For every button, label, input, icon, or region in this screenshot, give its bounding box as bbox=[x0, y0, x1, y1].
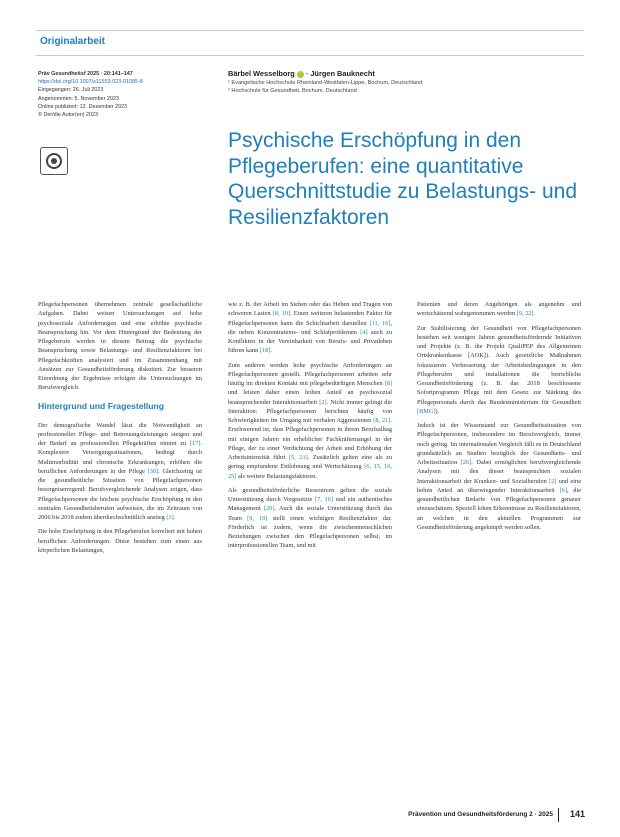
citation-link[interactable]: [6] bbox=[559, 486, 567, 494]
section-heading: Hintergrund und Fragestellung bbox=[38, 400, 165, 411]
text-column-1 bbox=[38, 300, 202, 560]
body-paragraph: Jedoch ist der Wissenstand zur Gesundheitssituation von Pflegefachpersonen, insbesondere im Berufsvergleich, immer noch gering. Im internationalen Vergleich fällt es in Deutschland grundsätzlich an Studien bezüglich der Gesundheits- und Arbeitssituation [26]. Dabei ermöglichen berufsvergleichende Analysen mit den dieser beanspruchten sozialen Interaktionsarbeit der Kranken- und Sozialberufen [2] und eine hohen Anteil an überwiegender Interaktionsarbeit [6], die gesundheitlichen Bedarfe von Pflegefachpersonen genauer einzuschätzen. Speziell lohen Erkenntnisse zu Resilienzfaktoren, an welchen in den aktuellen Programmen zur Gesundheitsförderung angeknüpft werden sollen. bbox=[417, 422, 581, 531]
article-type-label: Originalarbeit bbox=[40, 36, 106, 47]
doi-link[interactable]: https://doi.org/10.1007/s11553-023-01085-8 bbox=[38, 79, 143, 86]
citation-link[interactable]: [18] bbox=[259, 347, 271, 355]
citation-link[interactable]: [17] bbox=[189, 440, 201, 447]
body-paragraph: wie z. B. der Arbeit im Stehen oder das Heben und Tragen von schweren Lasten [8, 10]. Einen weiteren belastenden Faktor für Pflegefachpersonen kann die Schichtarbeit darstellen [11, 16], die neben Konzentrations- und Schlafproblemen [4] auch zu Konflikten in der Vereinbarkeit von Berufs- und Privatleben führen kann [18]. bbox=[228, 301, 393, 355]
body-paragraph: Zur Stabilisierung der Gesundheit von Pflegefachpersonen bestehen seit wenigen Jahren gesundheitsfördernde Initiativen und Projekte (z. B. die Projekt QualiPEP des Allgemeinen Ortskrankenkasse [AOK]). Auch gesetzliche Maßnahmen fokussieren Verbesserung der Arbeitsbedingungen in den Pflegeberufen und installationen die betriebliche Gesundheitsförderung (z. B. das 2018 beschlossene Sofortprogramm Pflege mit dem Gesetz zur Stärkung des Pflegepersonals durch das Bundesministerium für Gesundheit [BMG]). bbox=[417, 324, 581, 415]
page-number: 141 bbox=[569, 809, 585, 819]
article-title: Psychische Erschöpfung in den Pflegeberufen: eine quantitative Querschnittstudie zu Belastungs- und Resilienzfaktoren bbox=[228, 129, 578, 229]
abstract-paragraph: Pflegefachpersonen übernehmen zentrale gesellschaftliche Aufgaben. Dabei weisen Untersuchungen auf hohe psychosoziale Anforderungen und eine erhöhte psychische Beanspruchung hin. Vor dem Hintergrund der Bedeutung der Pflegeberufe werden in diesem Beitrag die psychische Beanspruchung sowie Belastungs- und Resilienzfaktoren bei Pflegefachkräften analysiert und im Zusammenhang mit Ansätzen zur Gesundheitsförderung diskutiert. Zur besseren Einordnung der Ergebnisse erfolgen die Untersuchungen im Berufsvergleich. bbox=[38, 301, 202, 392]
citation-link[interactable]: [5, 21] bbox=[288, 454, 308, 461]
citation-link[interactable]: [4] bbox=[360, 328, 368, 336]
citation-link[interactable]: [6, 15, 16, 25] bbox=[228, 463, 392, 480]
citation-link[interactable]: [26] bbox=[460, 459, 472, 466]
journal-citation: Präv Gesundheitsf 2025 · 20:141–147 bbox=[38, 71, 133, 77]
article-type-bar bbox=[36, 30, 584, 56]
accepted-date: Angenommen: 5. November 2023 bbox=[38, 95, 119, 102]
citation-link[interactable]: [2] bbox=[549, 477, 557, 485]
citation-link[interactable]: [8] bbox=[384, 380, 392, 387]
citation-link[interactable]: [8, 10] bbox=[272, 310, 291, 318]
citation-link[interactable]: [9, 22] bbox=[516, 310, 534, 318]
footer-journal: Prävention und Gesundheitsförderung 2 · 2025 bbox=[408, 811, 553, 818]
body-paragraph: Patienten und deren Angehörigen als angenehm und wertschätzend wahrgenommen werden [9, 22]. bbox=[417, 301, 581, 318]
citation-link[interactable]: [30] bbox=[147, 467, 159, 475]
text-column-2 bbox=[228, 300, 392, 556]
author-names bbox=[228, 69, 578, 79]
text-column-3 bbox=[417, 300, 581, 537]
published-date: Online publiziert: 12. Dezember 2023 bbox=[38, 103, 127, 110]
citation-link[interactable]: [7, 10] bbox=[315, 496, 333, 503]
body-paragraph: Zum anderen werden hohe psychische Anforderungen an Pflegefachpersonen gestellt. Pflegefachpersonen arbeiten sehr häufig im direkten Kontakt mit pflegebedürftigen Menschen [8] und leisten daher einen hohen Anteil an psychosozial beanspruchender Interaktionsarbeit [2]. Nicht immer gelingt die Interaktion: Pflegefachpersonen berichten häufig von Schwierigkeiten im Umgang mit verbalen Aggressionen [8, 21]. Erschwerend ist, dass Pflegefachpersonen in ihrem Berufsalltag mit einigen Jahren ein erheblicher Fachkräftemangel in der Pflege, der zu einer Verdichtung der Arbeit und Erhöhung der Arbeitsintensität führt [5, 21]. Zusätzlich gelten eine als zu gering empfundene Entlohnung und Wertschätzung [6, 15, 16, 25] als weitere Belastungsfaktoren. bbox=[228, 361, 393, 480]
article-metadata bbox=[38, 70, 218, 119]
footer-divider bbox=[558, 808, 559, 822]
citation-link[interactable]: [9, 10] bbox=[247, 514, 268, 522]
citation-link[interactable]: [20] bbox=[264, 505, 275, 513]
body-paragraph: Der demografische Wandel lässt die Notwendigkeit an professioneller Pflege- und Betreuungsleistungen steigen und der Bedarf an professionellen Pflegekräften nimmt zu [17]. Komplexere Versorgungssituationen, bedingt durch Multimorbidität und chronische Erkrankungen, erhöhen die beruflichen Anforderungen in der Pflege [30]. Gleichzeitig ist die gesundheitliche Situation von Pflegefachpersonen besorgniserregend: Berufsvergleichende Analysen zeigen, dass Pflegefachpersonen die höchste psychische Erschöpfung in den zentralen Gesundheitsberufen aufweisen, die im Zeitraum von 2006 bis 2018 zudem überdurchschnittlich anstieg [3]. bbox=[38, 421, 203, 521]
received-date: Eingegangen: 26. Juli 2023 bbox=[38, 87, 104, 94]
citation-link[interactable]: [3] bbox=[166, 514, 174, 521]
citation-link[interactable]: [8, 21] bbox=[373, 417, 391, 424]
open-access-icon bbox=[40, 147, 68, 175]
body-paragraph: Die hohe Erschöpfung in den Pflegeberufen korreliert mit hohen beruflichen Anforderungen. Diese bestehen zum einen aus körperlichen Belastungen, bbox=[38, 528, 202, 554]
page-footer bbox=[380, 808, 585, 822]
citation-link[interactable]: [11, 16] bbox=[369, 319, 391, 327]
citation-link[interactable]: [BMG] bbox=[417, 407, 436, 415]
body-paragraph: Als gesundheitsförderliche Ressourcen gelten die soziale Unterstützung durch Vorgesetzte [7, 10] und ein authentisches Management [20]. Auch die soziale Unterstützung durch das Team [9, 10] stellt einen wichtigen Resilienzfaktor dar. Förderlich ist zudem, wenn die zwischenmenschlichen Beziehungen zwischen den Pflegefachpersonen selbst, im interprofessionellen Team, und mit bbox=[228, 486, 392, 550]
affiliation-2: ² Hochschule für Gesundheit, Bochum, Deutschland bbox=[228, 88, 357, 94]
author-2[interactable]: · Jürgen Bauknecht bbox=[305, 69, 375, 78]
author-block bbox=[228, 69, 578, 95]
citation-link[interactable]: [2] bbox=[319, 398, 327, 406]
affiliation-1: ¹ Evangelische Hochschule Rheinland-Westfalen-Lippe, Bochum, Deutschland bbox=[228, 80, 423, 86]
orcid-icon[interactable] bbox=[297, 71, 304, 78]
author-1[interactable]: Bärbel Wesselborg bbox=[228, 69, 295, 78]
copyright-note: © Der/die Autor(en) 2023 bbox=[38, 112, 99, 119]
